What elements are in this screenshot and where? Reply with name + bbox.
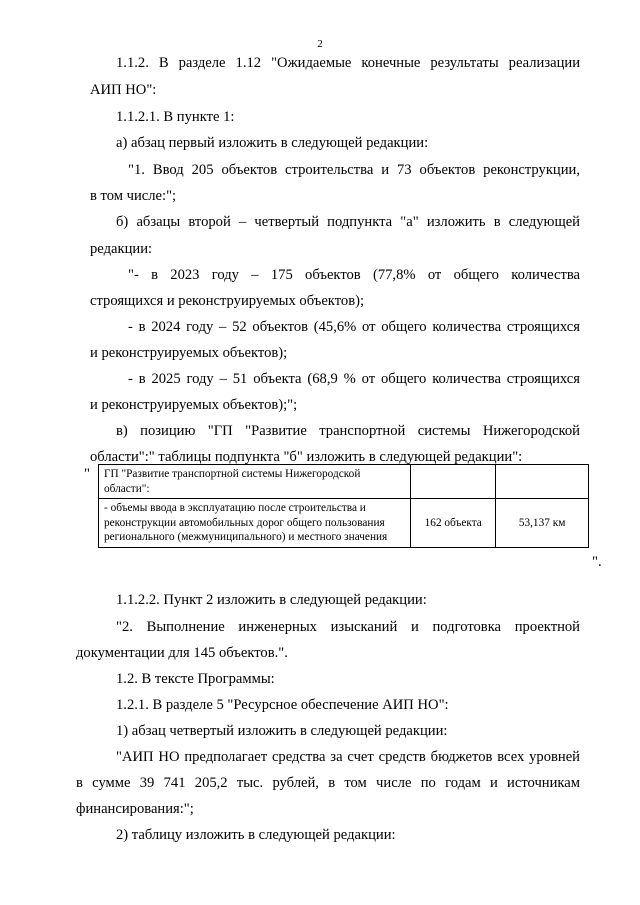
paragraph-line: АИП НО": [90, 82, 157, 98]
paragraph-line: 1.1.2.1. В пункте 1: [116, 109, 235, 125]
paragraph-line: "1. Ввод 205 объектов строительства и 73 объектов реконструкции, [128, 162, 580, 178]
table-cell-name: - объемы ввода в эксплуатацию после строительства и реконструкции автомобильных дорог общего пользования регионального (межмуниципального) и местного значения [99, 499, 411, 548]
table-cell-length [496, 465, 589, 499]
paragraph-line: "2. Выполнение инженерных изысканий и подготовка проектной [116, 619, 580, 635]
paragraph-line: "- в 2023 году – 175 объектов (77,8% от общего количества [128, 267, 580, 283]
table-cell-count: 162 объекта [411, 499, 496, 548]
page-number: 2 [317, 38, 323, 50]
replacement-table [98, 464, 589, 548]
paragraph-line: строящихся и реконструируемых объектов); [90, 293, 364, 309]
paragraph-line: редакции: [90, 241, 153, 257]
paragraph-line: документации для 145 объектов.". [76, 645, 288, 661]
paragraph-line: 1.2. В тексте Программы: [116, 671, 275, 687]
paragraph-line: и реконструируемых объектов); [90, 345, 288, 361]
paragraph-line: 2) таблицу изложить в следующей редакции: [116, 827, 396, 843]
paragraph-line: 1.1.2. В разделе 1.12 "Ожидаемые конечные результаты реализации [116, 55, 580, 71]
closing-quote: ". [592, 554, 602, 570]
paragraph-line: 1) абзац четвертый изложить в следующей редакции: [116, 723, 448, 739]
paragraph-line: 1.2.1. В разделе 5 "Ресурсное обеспечение АИП НО": [116, 697, 449, 713]
paragraph-line: в) позицию "ГП "Развитие транспортной системы Нижегородской [116, 423, 580, 439]
table-cell-length: 53,137 км [496, 499, 589, 548]
table-cell-name: ГП "Развитие транспортной системы Нижегородской области": [99, 465, 411, 499]
paragraph-line: 1.1.2.2. Пункт 2 изложить в следующей редакции: [116, 592, 427, 608]
paragraph-line: - в 2025 году – 51 объекта (68,9 % от общего количества строящихся [128, 371, 580, 387]
paragraph-line: в том числе:"; [90, 188, 177, 204]
paragraph-line: а) абзац первый изложить в следующей редакции: [116, 135, 429, 151]
paragraph-line: финансирования:"; [76, 801, 194, 817]
paragraph-line: - в 2024 году – 52 объектов (45,6% от общего количества строящихся [128, 319, 580, 335]
paragraph-line: в сумме 39 741 205,2 тыс. рублей, в том числе по годам и источникам [76, 775, 580, 791]
table-row [99, 465, 589, 499]
table-row [99, 499, 589, 548]
table-cell-count [411, 465, 496, 499]
opening-quote: " [84, 466, 90, 482]
paragraph-line: области":" таблицы подпункта "б" изложить в следующей редакции": [90, 449, 523, 465]
paragraph-line: "АИП НО предполагает средства за счет средств бюджетов всех уровней [116, 749, 580, 765]
paragraph-line: и реконструируемых объектов);"; [90, 397, 298, 413]
paragraph-line: б) абзацы второй – четвертый подпункта "а" изложить в следующей [116, 214, 580, 230]
